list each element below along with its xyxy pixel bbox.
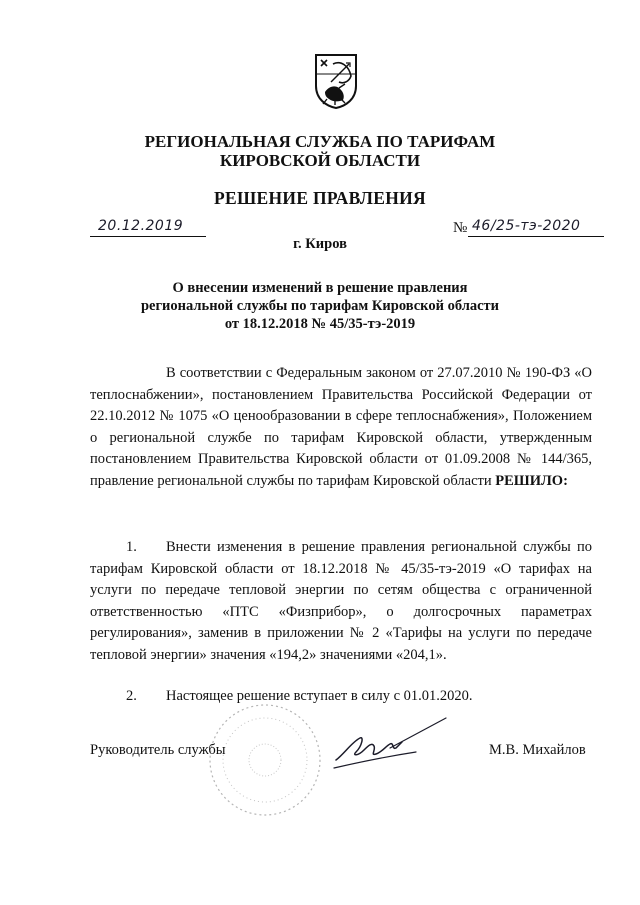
item-1-text: Внести изменения в решение правления региональной службы по тарифам Кировской области от 18.12.2018 № 45/35-тэ-2019 «О тарифах на услуги по передаче тепловой энергии по сетям общества с ограниченной ответственностью «ПТС «Физприбор», о долгосрочных параметрах регулирования», заменив в приложении № 2 «Тарифы на услуги по передаче тепловой энергии» значения «194,2» значениями «204,1». (90, 539, 592, 663)
subject-line2: региональной службы по тарифам Кировской области (140, 298, 500, 314)
handwritten-signature (330, 712, 450, 782)
item-2-number: 2. (126, 688, 137, 704)
subject-line1: О внесении изменений в решение правления (172, 280, 468, 296)
preamble-text: В соответствии с Федеральным законом от 27.07.2010 № 190-ФЗ «О теплоснабжении», постановлением Правительства Российской Федерации от 22.10.2012 № 1075 «О ценообразовании в сфере теплоснабжения», Положением о региональной службе по тарифам Кировской области, утвержденным постановлением Правительства Кировской области от 01.09.2008 № 144/365, правление региональной службы по тарифам Кировской области (90, 365, 592, 489)
official-stamp (205, 700, 325, 820)
city: г. Киров (293, 236, 347, 252)
subject-line3: от 18.12.2018 № 45/35-тэ-2019 (224, 316, 416, 332)
item-1-number: 1. (126, 539, 137, 555)
item-1-paragraph (90, 537, 592, 666)
preamble-paragraph (90, 363, 592, 492)
document-type: РЕШЕНИЕ ПРАВЛЕНИЯ (214, 188, 426, 208)
number-sign: № (453, 220, 468, 236)
signatory-name: М.В. Михайлов (489, 742, 586, 758)
coat-of-arms-emblem (313, 52, 359, 110)
resolved-keyword: РЕШИЛО: (495, 472, 568, 489)
item-2-paragraph (90, 686, 592, 708)
organization-name-line2: КИРОВСКОЙ ОБЛАСТИ (219, 151, 421, 170)
document-date: 20.12.2019 (98, 218, 184, 234)
document-number: 46/25-тэ-2020 (472, 218, 581, 234)
item-2-text: Настоящее решение вступает в силу с 01.01.2020. (166, 688, 473, 704)
signatory-role: Руководитель службы (90, 742, 226, 758)
organization-name-line1: РЕГИОНАЛЬНАЯ СЛУЖБА ПО ТАРИФАМ (144, 132, 496, 151)
